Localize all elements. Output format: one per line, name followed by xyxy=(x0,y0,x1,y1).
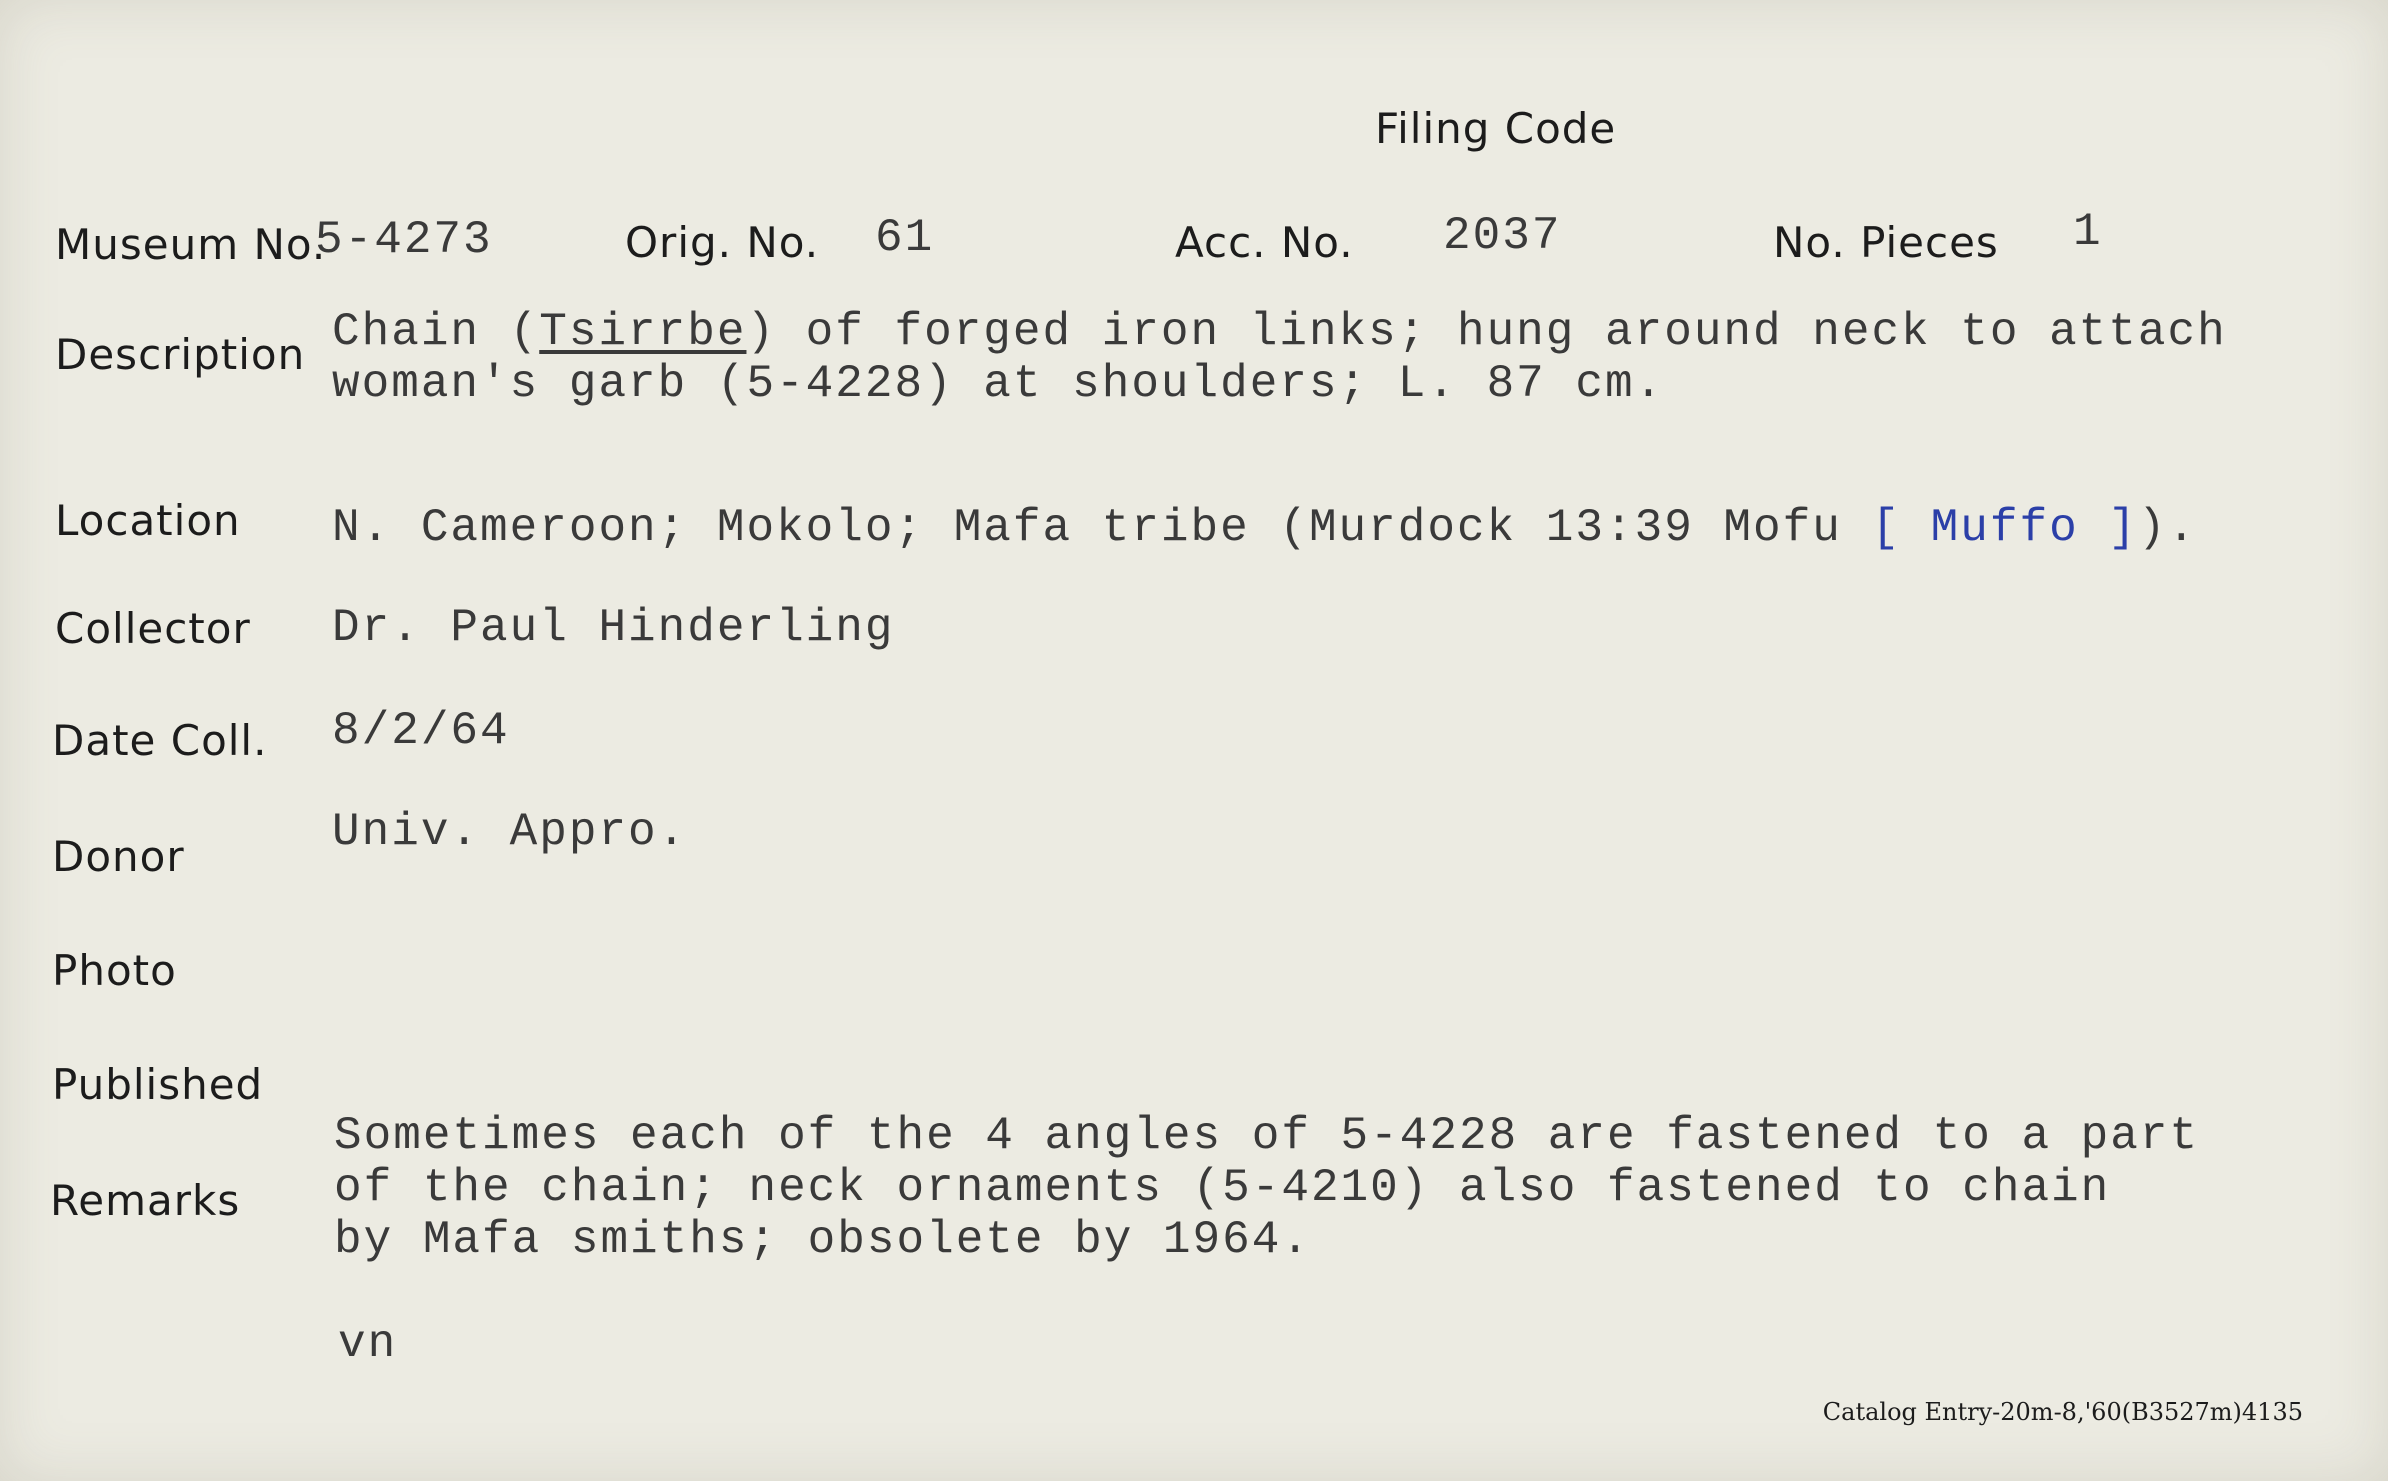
date-coll-value: 8/2/64 xyxy=(332,705,510,757)
no-pieces-label: No. Pieces xyxy=(1773,218,1999,267)
remarks-line-2: of the chain; neck ornaments (5-4210) also fastened to chain xyxy=(334,1162,2111,1214)
remarks-line-3: by Mafa smiths; obsolete by 1964. xyxy=(334,1214,1311,1266)
description-line-2: woman's garb (5-4228) at shoulders; L. 87 cm. xyxy=(332,358,1665,410)
date-coll-label: Date Coll. xyxy=(52,716,268,765)
description-label: Description xyxy=(55,330,306,379)
location-value: N. Cameroon; Mokolo; Mafa tribe (Murdock 13:39 Mofu [ Muffo ]). xyxy=(332,502,2198,554)
handwritten-annotation: [ Muffo ] xyxy=(1871,502,2138,554)
museum-no-value: 5-4273 xyxy=(315,214,493,266)
donor-label: Donor xyxy=(52,832,185,881)
description-line-1: Chain (Tsirrbe) of forged iron links; hung around neck to attach xyxy=(332,306,2227,358)
initials: vn xyxy=(338,1318,398,1370)
acc-no-label: Acc. No. xyxy=(1175,218,1354,267)
remarks-line-1: Sometimes each of the 4 angles of 5-4228 are fastened to a part xyxy=(334,1110,2200,1162)
photo-label: Photo xyxy=(52,946,177,995)
location-label: Location xyxy=(55,496,241,545)
collector-value: Dr. Paul Hinderling xyxy=(332,602,895,654)
filing-code-label: Filing Code xyxy=(1375,104,1617,153)
catalog-footer: Catalog Entry-20m-8,'60(B3527m)4135 xyxy=(1822,1398,2303,1426)
museum-no-label: Museum No. xyxy=(55,220,327,269)
collector-label: Collector xyxy=(55,604,251,653)
orig-no-value: 61 xyxy=(875,212,935,264)
remarks-label: Remarks xyxy=(50,1176,241,1225)
acc-no-value: 2037 xyxy=(1443,210,1562,262)
orig-no-label: Orig. No. xyxy=(625,218,820,267)
published-label: Published xyxy=(52,1060,264,1109)
no-pieces-value: 1 xyxy=(2073,206,2103,258)
donor-value: Univ. Appro. xyxy=(332,806,688,858)
